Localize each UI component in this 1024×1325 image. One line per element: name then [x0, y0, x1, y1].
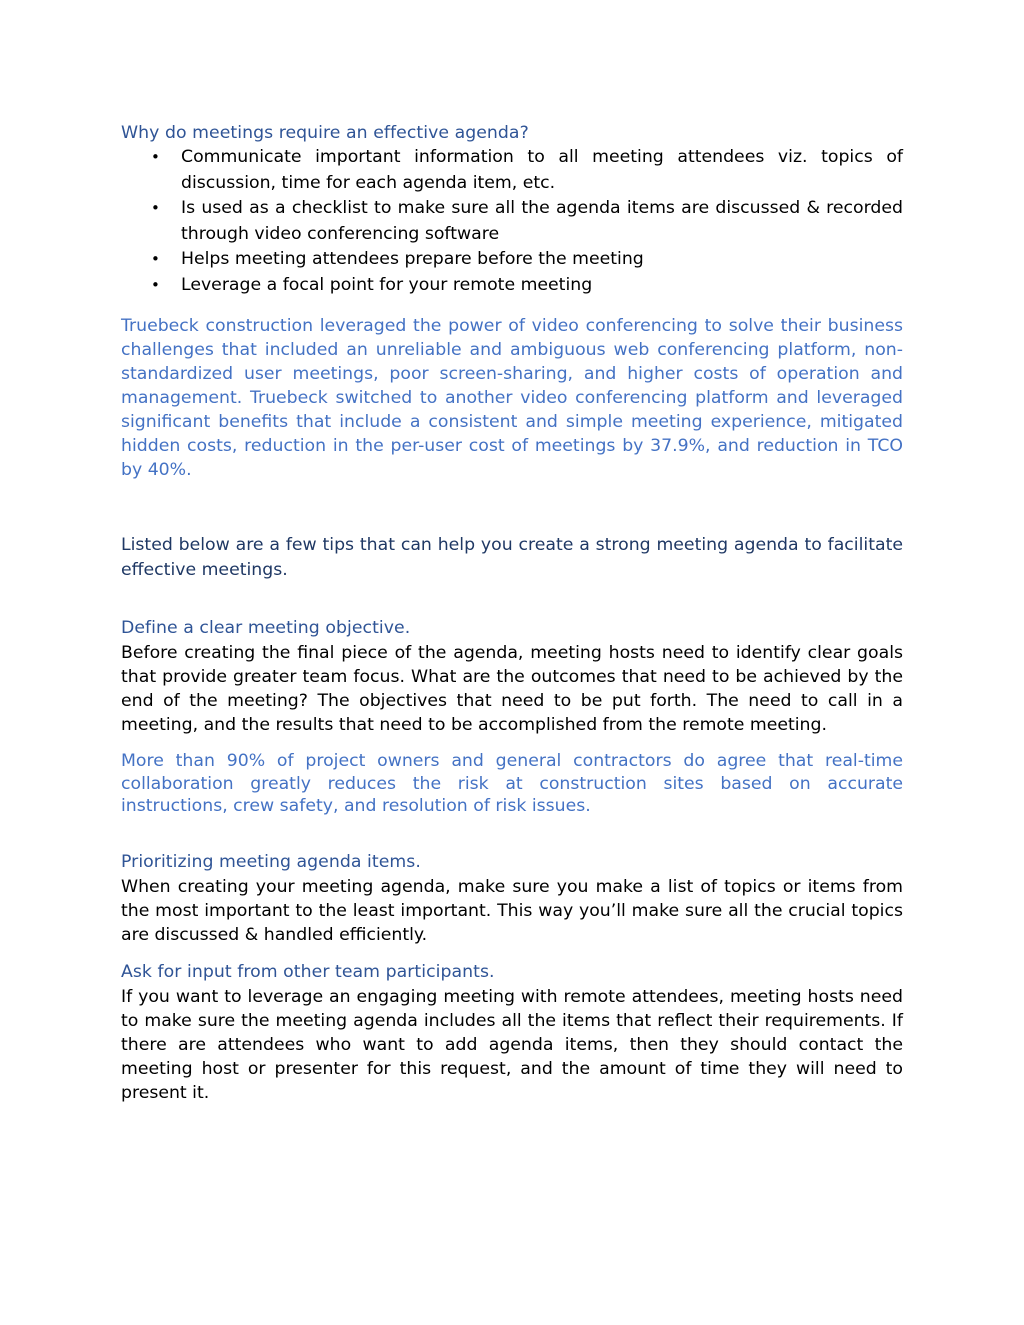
prioritizing-items-paragraph: When creating your meeting agenda, make sure you make a list of topics or items from the most important to the least important. This way you’ll make sure all the crucial topics are discussed & handled efficiently.	[121, 876, 903, 945]
list-item	[121, 273, 903, 299]
document-content	[121, 121, 903, 1105]
collaboration-statistic-callout: More than 90% of project owners and general contractors do agree that real-time collaboration greatly reduces the risk at construction sites based on accurate instructions, crew safety, and resolution of risk issues.	[121, 751, 903, 816]
list-item-text: Is used as a checklist to make sure all the agenda items are discussed & recorded through video conferencing software	[181, 198, 903, 244]
bullet-icon: •	[151, 199, 160, 217]
ask-for-input-paragraph: If you want to leverage an engaging meeting with remote attendees, meeting hosts need to make sure the meeting agenda includes all the items that reflect their requirements. If there are attendees who want to add agenda items, then they should contact the meeting host or presenter for this request, and the amount of time they will need to present it.	[121, 986, 903, 1103]
section-heading-prioritizing-items: Prioritizing meeting agenda items.	[121, 851, 421, 872]
clear-objective-paragraph: Before creating the final piece of the agenda, meeting hosts need to identify clear goals that provide greater team focus. What are the outcomes that need to be achieved by the end of the meeting? The objectives that need to be put forth. The need to call in a meeting, and the results that need to be accomplished from the remote meeting.	[121, 643, 903, 735]
bullet-icon: •	[151, 275, 160, 294]
tips-intro-paragraph: Listed below are a few tips that can help you create a strong meeting agenda to facilitate effective meetings.	[121, 535, 903, 580]
list-item-text: Leverage a focal point for your remote meeting	[181, 274, 593, 295]
list-item	[121, 247, 903, 273]
list-item-text: Communicate important information to all meeting attendees viz. topics of discussion, time for each agenda item, etc.	[181, 147, 903, 193]
agenda-benefits-list	[121, 145, 903, 298]
list-item	[121, 196, 903, 247]
section-heading-why-agenda: Why do meetings require an effective agenda?	[121, 123, 529, 143]
section-heading-ask-for-input: Ask for input from other team participants.	[121, 961, 495, 982]
truebeck-case-study-callout: Truebeck construction leveraged the power of video conferencing to solve their business challenges that included an unreliable and ambiguous web conferencing platform, non-standardized user meetings, poor screen-sharing, and higher costs of operation and management. Truebeck switched to another video conferencing platform and leveraged significant benefits that include a consistent and simple meeting experience, mitigated hidden costs, reduction in the per-user cost of meetings by 37.9%, and reduction in TCO by 40%.	[121, 316, 903, 480]
list-item	[121, 145, 903, 196]
list-item-text: Helps meeting attendees prepare before the meeting	[181, 249, 644, 269]
section-heading-clear-objective: Define a clear meeting objective.	[121, 618, 411, 638]
bullet-icon: •	[151, 250, 160, 268]
bullet-icon: •	[151, 148, 160, 166]
